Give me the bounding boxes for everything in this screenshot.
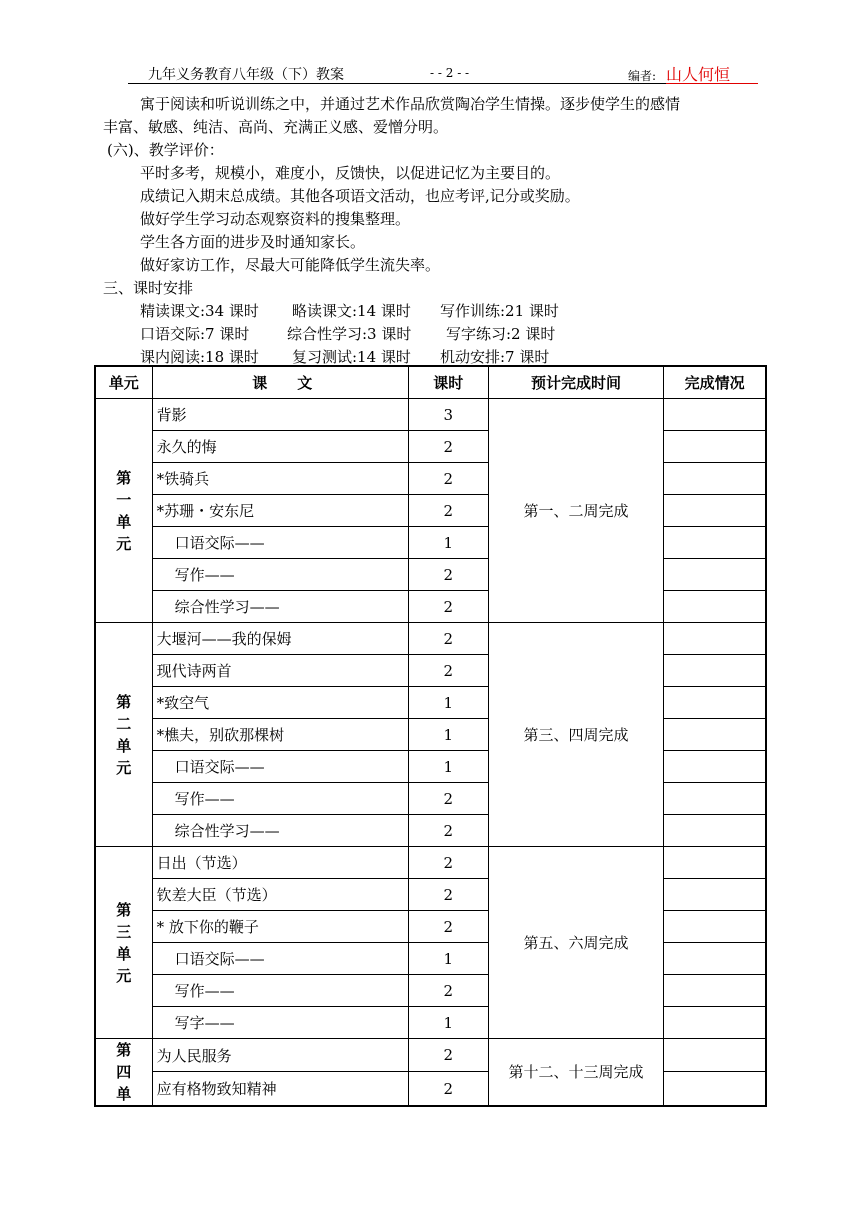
lesson-hours: 2 [408,591,488,623]
table-row [95,431,766,463]
lesson-hours: 2 [408,783,488,815]
evaluation-item: 做好学生学习动态观察资料的搜集整理。 [140,210,411,228]
header-status: 完成情况 [664,366,766,399]
unit-label-char: 第 [116,900,132,919]
header-unit: 单元 [95,366,152,399]
header-title: 九年义务教育八年级（下）教案 [148,67,344,83]
lesson-hours: 1 [408,1007,488,1039]
completion-status [664,495,766,527]
lesson-title: 写字—— [152,1007,408,1039]
unit-label [95,1039,152,1107]
unit-label-char: 单 [116,1085,132,1103]
header-time: 预计完成时间 [488,366,663,399]
completion-status [664,399,766,431]
lesson-title: 口语交际—— [152,751,408,783]
lesson-title: 钦差大臣（节选） [152,879,408,911]
body-text [103,93,773,369]
completion-status [664,559,766,591]
unit-label-char: 二 [116,714,132,733]
lesson-hours: 2 [408,431,488,463]
lesson-title: 现代诗两首 [152,655,408,687]
header-hours: 课时 [408,366,488,399]
completion-status [664,751,766,783]
table-row [95,975,766,1007]
hours-item: 课内阅读:18 课时 [140,348,259,366]
table-row [95,911,766,943]
lesson-hours: 2 [408,815,488,847]
lesson-title: 日出（节选） [152,847,408,879]
hours-item: 复习测试:14 课时 [292,348,411,366]
lesson-hours: 2 [408,463,488,495]
table-row [95,623,766,655]
lesson-hours: 1 [408,943,488,975]
unit-label [95,399,152,623]
unit-label-char: 元 [116,966,132,985]
completion-status [664,463,766,495]
lesson-hours: 2 [408,655,488,687]
table-row [95,559,766,591]
unit-label-char: 第 [116,1041,132,1059]
table-row [95,847,766,879]
lesson-title: 永久的悔 [152,431,408,463]
planned-completion: 第十二、十三周完成 [488,1039,663,1107]
lesson-hours: 2 [408,975,488,1007]
evaluation-item: 做好家访工作，尽最大可能降低学生流失率。 [140,256,441,274]
lesson-hours: 1 [408,719,488,751]
table-row [95,463,766,495]
completion-status [664,591,766,623]
section-heading-6: (六)、教学评价： [107,141,224,159]
completion-status [664,783,766,815]
lesson-title: 综合性学习—— [152,815,408,847]
lesson-hours: 2 [408,911,488,943]
author-underline [666,83,758,84]
completion-status [664,815,766,847]
lesson-hours: 1 [408,687,488,719]
lesson-title: 写作—— [152,975,408,1007]
lesson-hours: 3 [408,399,488,431]
completion-status [664,687,766,719]
lesson-title: 写作—— [152,783,408,815]
hours-row [103,323,773,346]
unit-label-char: 元 [116,534,132,553]
completion-status [664,1007,766,1039]
unit-label [95,847,152,1039]
unit-label-char: 三 [116,922,132,941]
hours-item: 写字练习:2 课时 [446,325,556,343]
paragraph-line: 丰富、敏感、纯洁、高尚、充满正义感、爱憎分明。 [103,118,449,136]
unit-label-char: 元 [116,758,132,777]
completion-status [664,943,766,975]
lesson-title: *樵夫，别砍那棵树 [152,719,408,751]
completion-status [664,975,766,1007]
lesson-title: *铁骑兵 [152,463,408,495]
completion-status [664,527,766,559]
hours-item: 精读课文:34 课时 [140,302,259,320]
unit-label-char: 单 [116,512,132,531]
unit-label-char: 第 [116,692,132,711]
lesson-title: 应有格物致知精神 [152,1072,408,1106]
author-label: 编者: [628,69,657,83]
lesson-title: 大堰河——我的保姆 [152,623,408,655]
lesson-hours: 2 [408,1039,488,1072]
table-row [95,879,766,911]
lesson-hours: 1 [408,751,488,783]
completion-status [664,623,766,655]
table-header-row [95,366,766,399]
hours-item: 口语交际:7 课时 [140,325,250,343]
unit-label-char: 单 [116,736,132,755]
lesson-hours: 1 [408,527,488,559]
header-text: 课 文 [152,366,408,399]
hours-row [103,300,773,323]
section-heading-3: 三、课时安排 [103,279,194,297]
lesson-hours: 2 [408,623,488,655]
lesson-title: 口语交际—— [152,943,408,975]
lesson-title: 写作—— [152,559,408,591]
page-header [128,62,758,84]
table-row [95,687,766,719]
lesson-hours: 2 [408,847,488,879]
table-row [95,1039,766,1072]
lesson-title: 为人民服务 [152,1039,408,1072]
evaluation-item: 平时多考，规模小，难度小，反馈快，以促进记忆为主要目的。 [140,164,561,182]
planned-completion: 第三、四周完成 [488,623,663,847]
header-rule [128,83,758,84]
lesson-title: 背影 [152,399,408,431]
completion-status [664,911,766,943]
completion-status [664,1072,766,1106]
unit-label-char: 第 [116,468,132,487]
table-row [95,1072,766,1106]
table-row [95,719,766,751]
lesson-title: 综合性学习—— [152,591,408,623]
completion-status [664,655,766,687]
unit-label-char: 四 [116,1063,132,1081]
table-row [95,751,766,783]
lesson-hours: 2 [408,1072,488,1106]
table-row [95,943,766,975]
lesson-title: 口语交际—— [152,527,408,559]
planned-completion: 第五、六周完成 [488,847,663,1039]
table-row [95,591,766,623]
lesson-title: * 放下你的鞭子 [152,911,408,943]
completion-status [664,847,766,879]
lesson-hours: 2 [408,879,488,911]
completion-status [664,1039,766,1072]
completion-status [664,719,766,751]
lesson-title: *致空气 [152,687,408,719]
hours-item: 略读课文:14 课时 [292,302,411,320]
planned-completion: 第一、二周完成 [488,399,663,623]
lesson-title: *苏珊・安东尼 [152,495,408,527]
evaluation-item: 学生各方面的进步及时通知家长。 [140,233,366,251]
schedule-table [94,365,767,1107]
unit-label-char: 一 [116,490,132,509]
page-number: - - 2 - - [430,66,470,80]
hours-item: 机动安排:7 课时 [440,348,550,366]
table-row [95,783,766,815]
paragraph-line: 寓于阅读和听说训练之中，并通过艺术作品欣赏陶冶学生情操。逐步使学生的感情 [140,95,681,113]
table-row [95,527,766,559]
completion-status [664,431,766,463]
unit-label [95,623,152,847]
table-row [95,399,766,431]
table-row [95,655,766,687]
unit-label-char: 单 [116,944,132,963]
hours-item: 综合性学习:3 课时 [287,325,412,343]
evaluation-item: 成绩记入期末总成绩。其他各项语文活动，也应考评,记分或奖励。 [140,187,580,205]
lesson-hours: 2 [408,559,488,591]
completion-status [664,879,766,911]
table-row [95,815,766,847]
table-row [95,495,766,527]
author-name: 山人何恒 [666,65,731,84]
hours-item: 写作训练:21 课时 [440,302,559,320]
lesson-hours: 2 [408,495,488,527]
table-row [95,1007,766,1039]
